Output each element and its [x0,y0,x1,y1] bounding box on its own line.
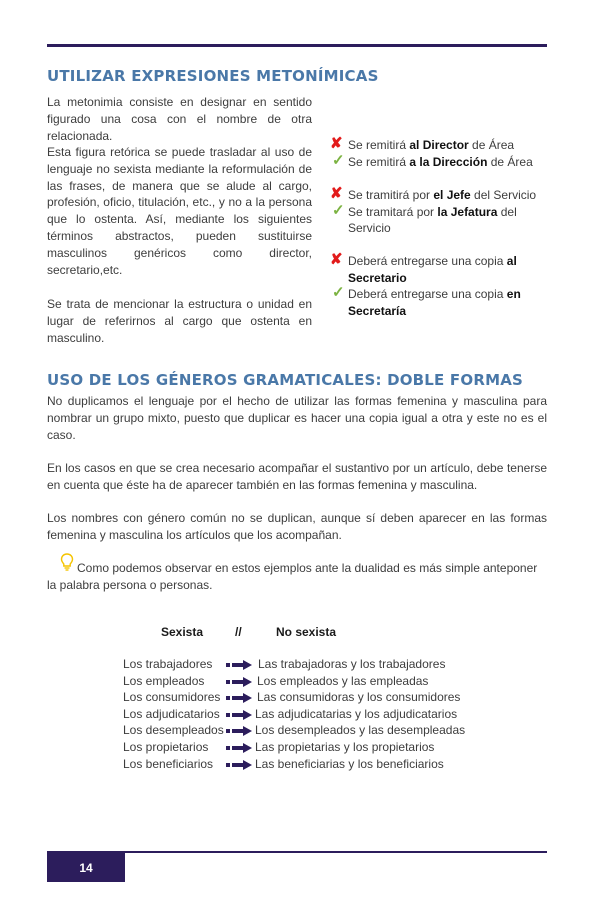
cross-icon: ✘ [330,251,343,268]
example-text: Se tramitirá por [348,188,434,202]
example-group-director [330,137,545,170]
arrow-right-icon [226,726,252,736]
example-wrong [330,137,545,154]
header-sexist: Sexista [161,625,204,639]
example-group-jefe [330,187,545,237]
sexist-term: Los trabajadores [123,657,213,671]
header-nonsexist: No sexista [276,625,337,639]
example-text: Se remitirá [348,138,410,152]
paragraph-no-duplication: No duplicamos el lenguaje por el hecho de utilizar las formas femenina y masculina para nombrar un grupo mixto, puesto que duplicar es hacer una copia igual a otra y este no es el caso. [47,394,547,442]
arrow-right-icon [226,693,252,703]
sexist-term: Los empleados [123,673,205,688]
arrow-right-icon [226,660,252,670]
nonsexist-term: Las beneficiarias y los beneficiarios [255,756,444,771]
example-group-secretario [330,253,535,319]
example-text: Se tramitará por [348,204,438,219]
checkmark-icon: ✓ [332,201,345,219]
page-number: 14 [47,853,125,882]
sexist-term: Los consumidores [123,690,221,705]
sexist-term: Los beneficiarios [123,756,214,771]
example-text: Deberá entregarse una copia [348,287,507,302]
arrow-right-icon [226,710,252,720]
nonsexist-term: Los desempleados y las desempleadas [255,723,466,738]
example-bold: la Jefatura [437,204,498,219]
example-bold: al Secretario [348,254,517,285]
example-text: del Servicio [348,204,517,236]
cross-icon: ✘ [330,185,343,202]
paragraph-tip: Como podemos observar en estos ejemplos ante la dualidad es más simple anteponer la palabra persona o personas. [47,561,538,592]
arrow-right-icon [226,677,252,687]
nonsexist-term: Las trabajadoras y los trabajadores [258,657,446,671]
paragraph-metonymy-use: Esta figura retórica se puede trasladar al uso de lenguaje no sexista mediante la reformulación de las frases, de manera que se alude al cargo, profesión, oficio, titulación, etc., y no a la persona que lo ostenta. Así, mediante los siguientes términos abstractos, pueden sustituirse masculinos genéricos como director, secretario,etc. [47,145,312,277]
example-right [330,201,545,237]
example-bold: al Director [409,138,469,152]
example-bold: el Jefe [433,188,471,202]
nonsexist-term: Las consumidoras y los consumidores [257,690,461,705]
example-wrong [330,253,535,286]
section-heading-double-forms: USO DE LOS GÉNEROS GRAMATICALES: DOBLE FORMAS [47,371,524,389]
example-right [330,151,545,171]
paragraph-articles: En los casos en que se crea necesario acompañar el sustantivo por un artículo, debe tenerse en cuenta que éste ha de aparecer también en las formas femenina y masculina. [47,461,547,492]
example-text: de Área [468,138,515,152]
example-text: del Servicio [470,188,537,202]
cross-icon: ✘ [330,135,343,152]
example-wrong [330,187,545,204]
paragraph-metonymy-definition: La metonimia consiste en designar en sentido figurado una cosa con el nombre de otra relacionada. [47,95,312,143]
sexist-term: Los adjudicatarios [123,706,220,721]
top-rule [47,44,547,47]
example-text: Se remitirá [348,154,410,169]
example-bold: en Secretaría [348,287,521,318]
sexist-term: Los propietarios [123,740,209,754]
example-text: Deberá entregarse una copia [348,254,507,268]
paragraph-metonymy-structure: Se trata de mencionar la estructura o unidad en lugar de referirnos al cargo que ostenta en masculino. [47,297,312,345]
nonsexist-term: Las propietarias y los propietarios [255,740,435,754]
example-bold: a la Dirección [409,154,488,169]
example-right [330,286,535,319]
checkmark-icon: ✓ [332,151,345,169]
nonsexist-term: Las adjudicatarias y los adjudicatarios [255,706,458,721]
sexist-term: Los desempleados [123,723,224,738]
arrow-right-icon [226,760,252,770]
arrow-right-icon [226,743,252,753]
section-heading-metonymic: UTILIZAR EXPRESIONES METONÍMICAS [47,67,379,85]
paragraph-common-gender: Los nombres con género común no se duplican, aunque sí deben aparecer en las formas femenina y masculina los artículos que los acompañan. [47,511,547,542]
nonsexist-term: Los empleados y las empleadas [257,673,429,688]
example-text: de Área [487,154,533,169]
checkmark-icon: ✓ [332,284,345,302]
header-separator: // [235,625,242,639]
